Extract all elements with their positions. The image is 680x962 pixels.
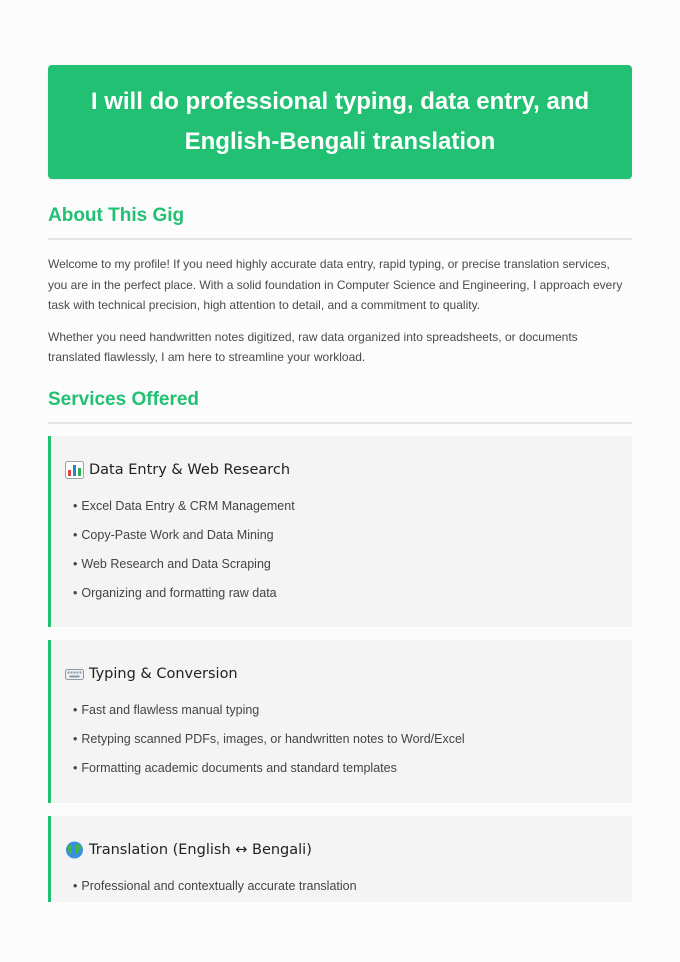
gig-page	[48, 65, 632, 902]
service-list	[65, 492, 618, 608]
services-heading: Services Offered	[48, 388, 200, 410]
service-card-translation	[48, 816, 632, 902]
service-list	[65, 696, 618, 783]
service-list-item: • Formatting academic documents and standard templates	[65, 754, 618, 783]
about-paragraph: Whether you need handwritten notes digitized, raw data organized into spreadsheets, or documents translated flawlessly, I am here to streamline your workload.	[48, 329, 578, 364]
services-divider	[48, 422, 632, 424]
keyboard-icon	[65, 665, 84, 683]
service-card-title-text: Typing & Conversion	[89, 665, 238, 682]
service-list-item: • Web Research and Data Scraping	[65, 550, 618, 579]
service-card-title	[65, 663, 618, 685]
about-description	[48, 254, 632, 368]
service-list-item: • Retyping scanned PDFs, images, or handwritten notes to Word/Excel	[65, 725, 618, 754]
about-paragraph: Welcome to my profile! If you need highly accurate data entry, rapid typing, or precise translation services, you are in the perfect place. With a solid foundation in Computer Science and Engineering, I approach every task with technical precision, high attention to detail, and a commitment to quality.	[48, 257, 623, 312]
service-list-item: • Excel Data Entry & CRM Management	[65, 492, 618, 521]
service-card-title-text: Data Entry & Web Research	[89, 461, 291, 478]
service-list-item: • Professional and contextually accurate translation	[65, 872, 618, 901]
service-list-item: • Organizing and formatting raw data	[65, 579, 618, 608]
about-divider	[48, 238, 632, 240]
service-list-item: • Copy-Paste Work and Data Mining	[65, 521, 618, 550]
gig-title: I will do professional typing, data entry, and English-Bengali translation	[90, 88, 590, 155]
service-card-title-text: Translation (English ↔ Bengali)	[89, 841, 312, 858]
service-list-item: • Fast and flawless manual typing	[65, 696, 618, 725]
service-card-data-entry	[48, 436, 632, 627]
service-list	[65, 872, 618, 901]
about-heading: About This Gig	[48, 205, 185, 226]
bar-chart-icon	[65, 461, 84, 479]
globe-icon	[65, 841, 84, 859]
service-card-title	[65, 459, 618, 481]
service-card-typing	[48, 640, 632, 803]
service-card-title	[65, 839, 618, 861]
gig-title-banner	[48, 65, 632, 179]
